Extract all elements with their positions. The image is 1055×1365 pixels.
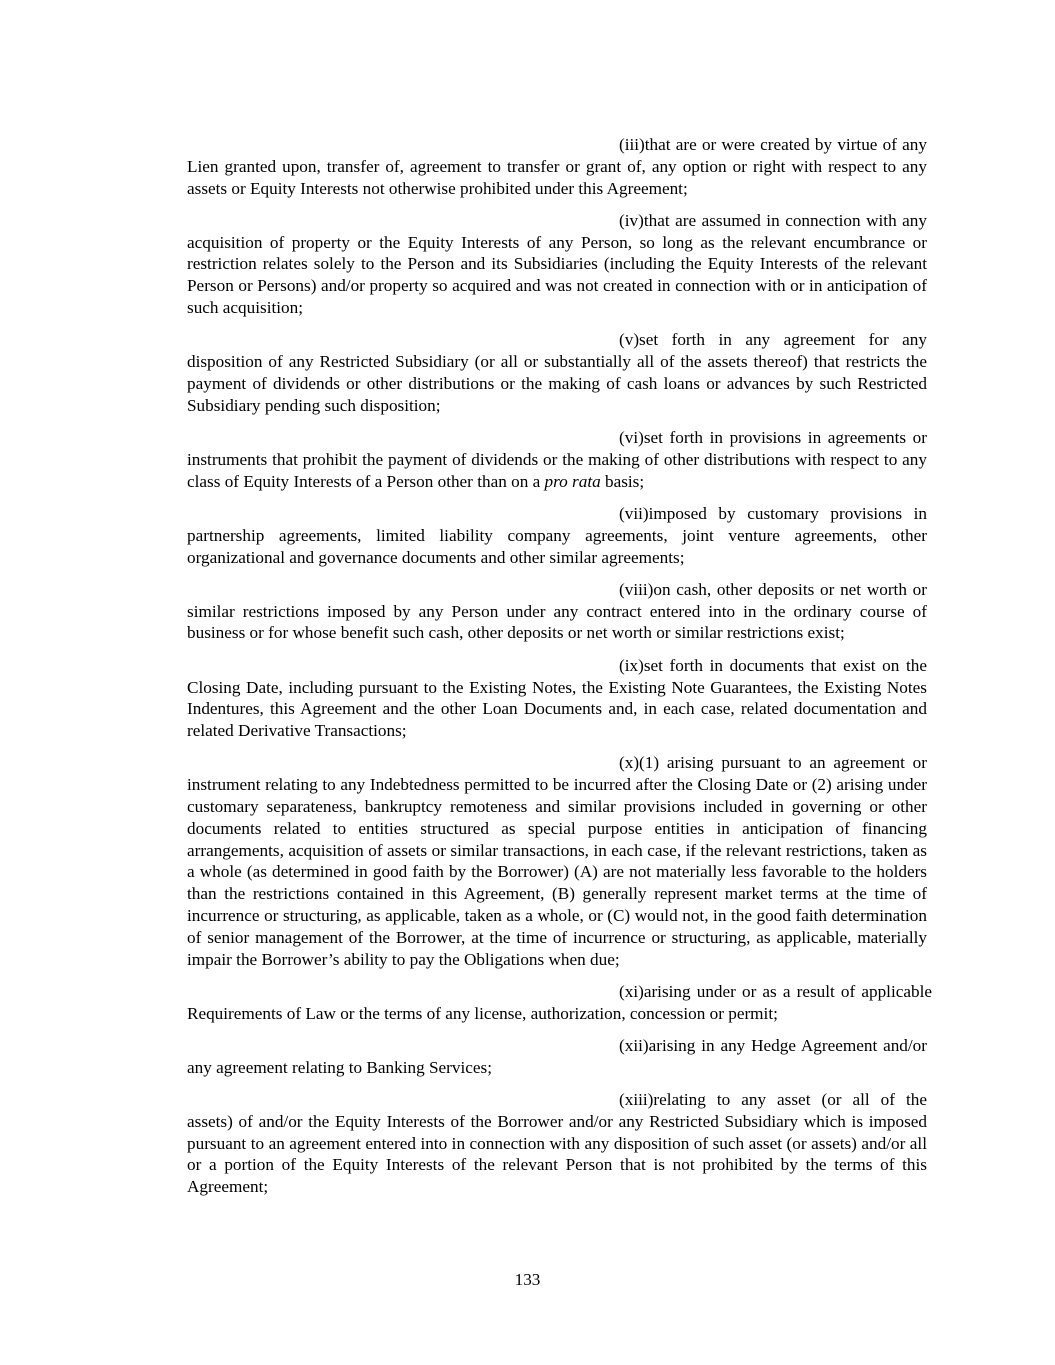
- clause-number: (ix): [619, 655, 644, 675]
- clause-text: that are or were created by virtue of any Lien granted upon, transfer of, agreement to transfer or grant of, any option or right with respect to any assets or Equity Interests not otherwise prohibited under this Agreement;: [187, 135, 927, 198]
- clause-text: arising under or as a result of applicable Requirements of Law or the terms of any license, authorization, concession or permit;: [187, 981, 932, 1023]
- clause-vii: [187, 503, 927, 568]
- clause-vi: [187, 427, 927, 492]
- clause-number: (v): [619, 330, 640, 350]
- clause-text-end: basis;: [600, 471, 645, 491]
- clause-number: (xii): [619, 1035, 649, 1055]
- page-number: 133: [514, 1270, 541, 1289]
- clause-text: on cash, other deposits or net worth or similar restrictions imposed by any Person under any contract entered into in the ordinary course of business or for whose benefit such cash, other deposits or net worth or similar restrictions exist;: [187, 579, 927, 643]
- clause-iv: [187, 210, 927, 319]
- clause-number: (x): [619, 753, 640, 773]
- clause-xii: [187, 1035, 927, 1079]
- clause-number: (vi): [619, 428, 644, 448]
- clause-xi: [187, 981, 932, 1025]
- clause-text: arising in any Hedge Agreement and/or any agreement relating to Banking Services;: [187, 1035, 927, 1077]
- clause-text: (1) arising pursuant to an agreement or instrument relating to any Indebtedness permitted to be incurred after the Closing Date or (2) arising under customary separateness, bankruptcy remoteness and similar provisions included in governing or other documents related to entities structured as special purpose entities in anticipation of financing arrangements, acquisition of assets or similar transactions, in each case, if the relevant restrictions, taken as a whole (as determined in good faith by the Borrower) (A) are not materially less favorable to the holders than the restrictions contained in this Agreement, (B) generally represent market terms at the time of incurrence or structuring, as applicable, taken as a whole, or (C) would not, in the good faith determination of senior management of the Borrower, at the time of incurrence or structuring, as applicable, materially impair the Borrower’s ability to pay the Obligations when due;: [187, 753, 927, 969]
- clause-number: (iii): [619, 135, 645, 154]
- clause-text: set forth in documents that exist on the Closing Date, including pursuant to the Existing Notes, the Existing Note Guarantees, the Existing Notes Indentures, this Agreement and the other Loan Documents and, in each case, related documentation and related Derivative Transactions;: [187, 655, 927, 741]
- clause-x: [187, 752, 927, 970]
- clause-text: that are assumed in connection with any acquisition of property or the Equity Interests of any Person, so long as the relevant encumbrance or restriction relates solely to the Person and its Subsidiaries (including the Equity Interests of the relevant Person or Persons) and/or property so acquired and was not created in connection with or in anticipation of such acquisition;: [187, 210, 927, 318]
- clause-number: (viii): [619, 579, 654, 599]
- clause-viii: [187, 579, 927, 644]
- clause-number: (xiii): [619, 1090, 654, 1110]
- clause-text: set forth in any agreement for any disposition of any Restricted Subsidiary (or all or substantially all of the assets thereof) that restricts the payment of dividends or other distributions or the making of cash loans or advances by such Restricted Subsidiary pending such disposition;: [187, 330, 927, 415]
- clause-v: [187, 329, 927, 416]
- clause-text: relating to any asset (or all of the assets) of and/or the Equity Interests of the Borrower and/or any Restricted Subsidiary which is imposed pursuant to an agreement entered into in connection with any disposition of such asset (or assets) and/or all or a portion of the Equity Interests of the relevant Person that is not prohibited by the terms of this Agreement;: [187, 1090, 927, 1197]
- clause-iii: [187, 134, 927, 199]
- clause-xiii: [187, 1089, 927, 1198]
- document-body: [187, 134, 932, 1209]
- clause-ix: [187, 655, 927, 742]
- clause-number: (iv): [619, 210, 644, 230]
- clause-text: set forth in provisions in agreements or instruments that prohibit the payment of dividends or the making of other distributions with respect to any class of Equity Interests of a Person other than on a: [187, 428, 927, 491]
- clause-number: (vii): [619, 503, 649, 523]
- clause-text: imposed by customary provisions in partnership agreements, limited liability company agreements, joint venture agreements, other organizational and governance documents and other similar agreements;: [187, 503, 927, 567]
- clause-text-italic: pro rata: [544, 471, 601, 491]
- clause-number: (xi): [619, 981, 644, 1001]
